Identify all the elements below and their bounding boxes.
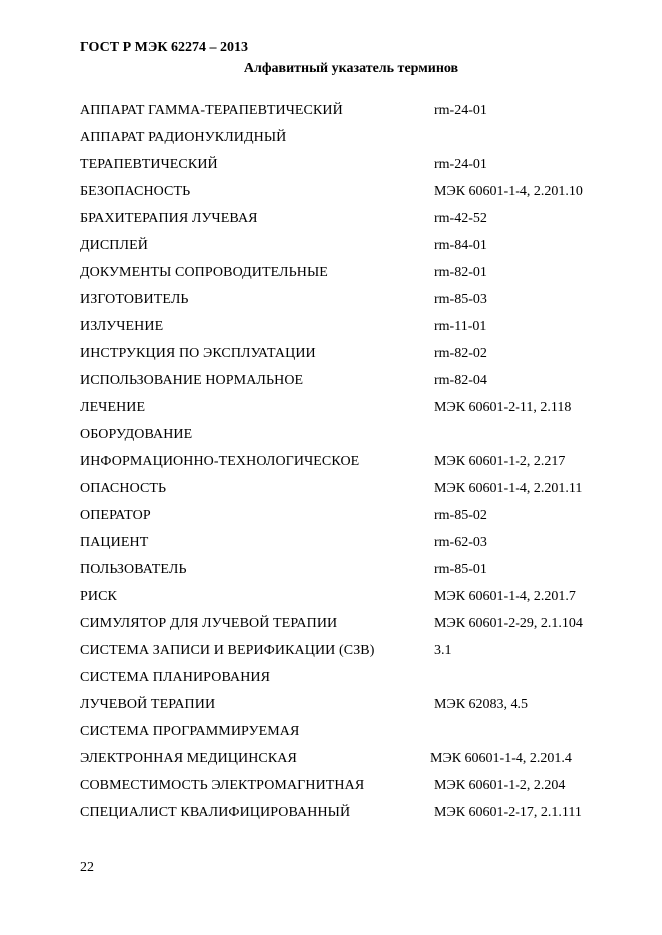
term-row xyxy=(80,534,640,561)
term-row xyxy=(80,480,640,507)
term-row xyxy=(80,507,640,534)
document-code: ГОСТ Р МЭК 62274 – 2013 xyxy=(80,40,248,55)
term-name: ОБОРУДОВАНИЕ xyxy=(80,427,193,442)
term-name: ЭЛЕКТРОННАЯ МЕДИЦИНСКАЯ xyxy=(80,751,297,766)
term-name: ИСПОЛЬЗОВАНИЕ НОРМАЛЬНОЕ xyxy=(80,373,304,388)
index-title: Алфавитный указатель терминов xyxy=(243,61,459,76)
term-name: СИМУЛЯТОР ДЛЯ ЛУЧЕВОЙ ТЕРАПИИ xyxy=(80,616,338,631)
term-name: СОВМЕСТИМОСТЬ ЭЛЕКТРОМАГНИТНАЯ xyxy=(80,778,365,793)
term-name: ОПЕРАТОР xyxy=(80,508,151,523)
term-reference: rm-24-01 xyxy=(434,157,487,172)
term-reference: rm-82-02 xyxy=(434,346,487,361)
term-reference: МЭК 60601-2-11, 2.118 xyxy=(434,400,572,415)
term-reference: rm-85-03 xyxy=(434,292,487,307)
term-row xyxy=(80,345,640,372)
term-name: ЛЕЧЕНИЕ xyxy=(80,400,146,415)
term-name: ИЗЛУЧЕНИЕ xyxy=(80,319,164,334)
term-name: ИНФОРМАЦИОННО-ТЕХНОЛОГИЧЕСКОЕ xyxy=(80,454,360,469)
term-reference: rm-42-52 xyxy=(434,211,487,226)
term-row xyxy=(80,237,640,264)
term-reference: rm-11-01 xyxy=(434,319,487,334)
term-reference: МЭК 62083, 4.5 xyxy=(434,697,529,712)
term-row xyxy=(80,291,640,318)
term-reference: МЭК 60601-1-4, 2.201.7 xyxy=(434,589,576,604)
term-name: ПАЦИЕНТ xyxy=(80,535,149,550)
term-reference: rm-62-03 xyxy=(434,535,487,550)
term-name: ИНСТРУКЦИЯ ПО ЭКСПЛУАТАЦИИ xyxy=(80,346,316,361)
term-name: АППАРАТ РАДИОНУКЛИДНЫЙ xyxy=(80,130,287,145)
term-name: АППАРАТ ГАММА-ТЕРАПЕВТИЧЕСКИЙ xyxy=(80,103,343,118)
term-row xyxy=(80,723,640,750)
term-reference: rm-84-01 xyxy=(434,238,487,253)
term-row xyxy=(80,399,640,426)
term-row xyxy=(80,777,640,804)
term-row xyxy=(80,615,640,642)
term-row xyxy=(80,588,640,615)
term-reference: МЭК 60601-1-2, 2.217 xyxy=(434,454,566,469)
term-row xyxy=(80,426,640,453)
term-row xyxy=(80,669,640,696)
term-name: РИСК xyxy=(80,589,117,604)
term-reference: rm-85-02 xyxy=(434,508,487,523)
term-reference: МЭК 60601-2-29, 2.1.104 xyxy=(434,616,583,631)
term-row xyxy=(80,156,640,183)
term-name: СПЕЦИАЛИСТ КВАЛИФИЦИРОВАННЫЙ xyxy=(80,805,351,820)
term-name: ПОЛЬЗОВАТЕЛЬ xyxy=(80,562,187,577)
term-name: СИСТЕМА ЗАПИСИ И ВЕРИФИКАЦИИ (СЗВ) xyxy=(80,643,375,658)
term-row xyxy=(80,561,640,588)
term-name: ТЕРАПЕВТИЧЕСКИЙ xyxy=(80,157,218,172)
term-reference: МЭК 60601-1-4, 2.201.11 xyxy=(434,481,583,496)
term-name: ОПАСНОСТЬ xyxy=(80,481,167,496)
term-row xyxy=(80,210,640,237)
term-reference: МЭК 60601-1-4, 2.201.4 xyxy=(430,751,572,766)
term-row xyxy=(80,696,640,723)
term-name: БРАХИТЕРАПИЯ ЛУЧЕВАЯ xyxy=(80,211,258,226)
term-name: ЛУЧЕВОЙ ТЕРАПИИ xyxy=(80,697,216,712)
term-row xyxy=(80,804,640,831)
term-name: СИСТЕМА ПЛАНИРОВАНИЯ xyxy=(80,670,271,685)
term-row xyxy=(80,750,640,777)
term-name: БЕЗОПАСНОСТЬ xyxy=(80,184,191,199)
term-row xyxy=(80,129,640,156)
term-reference: rm-82-01 xyxy=(434,265,487,280)
term-name: ИЗГОТОВИТЕЛЬ xyxy=(80,292,189,307)
page-number: 22 xyxy=(80,860,94,875)
term-row xyxy=(80,183,640,210)
term-row xyxy=(80,453,640,480)
term-name: ДИСПЛЕЙ xyxy=(80,238,148,253)
term-row xyxy=(80,102,640,129)
term-name: СИСТЕМА ПРОГРАММИРУЕМАЯ xyxy=(80,724,300,739)
term-reference: МЭК 60601-1-4, 2.201.10 xyxy=(434,184,583,199)
term-reference: 3.1 xyxy=(434,643,452,658)
term-reference: rm-85-01 xyxy=(434,562,487,577)
term-row xyxy=(80,318,640,345)
term-reference: МЭК 60601-2-17, 2.1.111 xyxy=(434,805,582,820)
term-row xyxy=(80,642,640,669)
term-reference: rm-24-01 xyxy=(434,103,487,118)
term-reference: МЭК 60601-1-2, 2.204 xyxy=(434,778,566,793)
term-index-list xyxy=(80,102,640,831)
term-row xyxy=(80,372,640,399)
term-reference: rm-82-04 xyxy=(434,373,487,388)
term-row xyxy=(80,264,640,291)
term-name: ДОКУМЕНТЫ СОПРОВОДИТЕЛЬНЫЕ xyxy=(80,265,328,280)
